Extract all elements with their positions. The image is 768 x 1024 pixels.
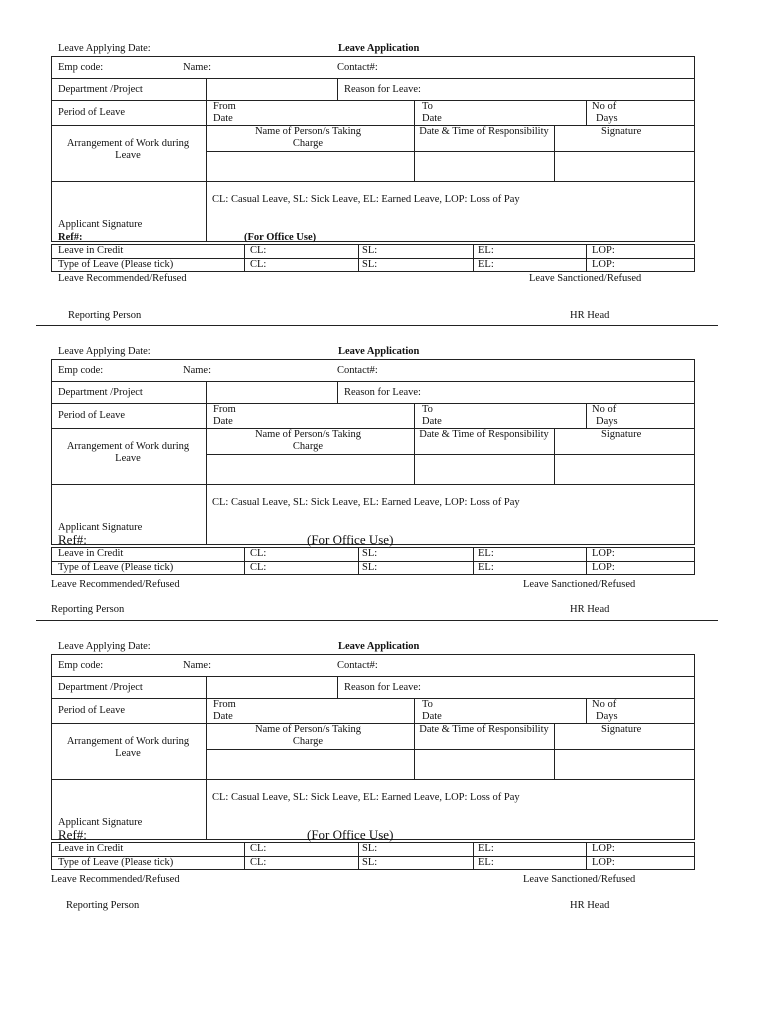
applicant-signature-label: Applicant Signature — [58, 522, 143, 533]
period-label: Period of Leave — [58, 107, 126, 118]
days-label: Days — [596, 113, 618, 124]
reporting-person-label: Reporting Person — [66, 900, 140, 911]
to-date-label: Date — [422, 711, 442, 722]
to-date-label: Date — [422, 113, 442, 124]
form-title: Leave Application — [338, 43, 420, 54]
signature-label: Signature — [601, 429, 642, 440]
col-divider — [414, 698, 415, 779]
row-divider — [51, 428, 695, 429]
from-label: From — [213, 404, 236, 415]
type-of-leave-label: Type of Leave (Please tick) — [58, 562, 174, 573]
arrangement-label: Arrangement of Work during Leave — [66, 736, 190, 759]
col-divider — [473, 842, 474, 870]
type-of-leave-label: Type of Leave (Please tick) — [58, 857, 174, 868]
row-divider — [51, 676, 695, 677]
reporting-person-label: Reporting Person — [68, 310, 142, 321]
col-divider — [337, 676, 338, 698]
reason-label: Reason for Leave: — [344, 682, 421, 693]
credit-el-label: EL: — [478, 548, 494, 559]
col-divider — [473, 547, 474, 575]
to-label: To — [422, 404, 433, 415]
type-el-label: EL: — [478, 562, 494, 573]
leave-in-credit-label: Leave in Credit — [58, 548, 124, 559]
hr-head-label: HR Head — [570, 900, 610, 911]
col-divider — [586, 100, 587, 125]
form-separator — [36, 325, 718, 326]
col-divider — [244, 547, 245, 575]
leave-in-credit-label: Leave in Credit — [58, 245, 124, 256]
days-label: Days — [596, 416, 618, 427]
sanctioned-label: Leave Sanctioned/Refused — [523, 874, 636, 885]
type-lop-label: LOP: — [592, 562, 615, 573]
col-divider — [244, 842, 245, 870]
ref-label: Ref#: — [58, 827, 87, 842]
date-time-label: Date & Time of Responsibility — [419, 429, 549, 440]
leave-applying-date-label: Leave Applying Date: — [58, 43, 151, 54]
type-sl-label: SL: — [362, 259, 378, 270]
type-el-label: EL: — [478, 259, 494, 270]
contact-label: Contact#: — [337, 365, 378, 376]
type-el-label: EL: — [478, 857, 494, 868]
applicant-signature-label: Applicant Signature — [58, 817, 143, 828]
name-label: Name: — [183, 365, 211, 376]
name-of-person-label: Name of Person/s Taking Charge — [254, 126, 362, 149]
credit-lop-label: LOP: — [592, 843, 615, 854]
reporting-person-label: Reporting Person — [51, 604, 125, 615]
applicant-signature-label: Applicant Signature — [58, 219, 143, 230]
no-of-label: No of — [592, 699, 617, 710]
credit-sl-label: SL: — [362, 245, 378, 256]
leave-legend: CL: Casual Leave, SL: Sick Leave, EL: Earned Leave, LOP: Loss of Pay — [212, 194, 520, 205]
emp-code-label: Emp code: — [58, 365, 104, 376]
from-date-label: Date — [213, 113, 233, 124]
row-divider — [51, 78, 695, 79]
period-label: Period of Leave — [58, 705, 126, 716]
from-date-label: Date — [213, 711, 233, 722]
leave-legend: CL: Casual Leave, SL: Sick Leave, EL: Earned Leave, LOP: Loss of Pay — [212, 497, 520, 508]
col-divider — [206, 676, 207, 840]
credit-el-label: EL: — [478, 843, 494, 854]
credit-sl-label: SL: — [362, 843, 378, 854]
row-divider — [51, 381, 695, 382]
from-label: From — [213, 699, 236, 710]
col-divider — [358, 547, 359, 575]
name-label: Name: — [183, 660, 211, 671]
name-of-person-label: Name of Person/s Taking Charge — [254, 724, 362, 747]
type-cl-label: CL: — [250, 562, 267, 573]
no-of-label: No of — [592, 404, 617, 415]
to-date-label: Date — [422, 416, 442, 427]
row-divider — [51, 723, 695, 724]
from-date-label: Date — [213, 416, 233, 427]
ref-label: Ref#: — [58, 532, 87, 547]
row-divider — [51, 484, 695, 485]
to-label: To — [422, 699, 433, 710]
col-divider — [586, 698, 587, 723]
contact-label: Contact#: — [337, 62, 378, 73]
emp-code-label: Emp code: — [58, 62, 104, 73]
col-divider — [337, 78, 338, 100]
col-divider — [206, 78, 207, 242]
type-of-leave-label: Type of Leave (Please tick) — [58, 259, 174, 270]
credit-lop-label: LOP: — [592, 548, 615, 559]
leave-application-form — [0, 0, 768, 321]
sanctioned-label: Leave Sanctioned/Refused — [523, 579, 636, 590]
reason-label: Reason for Leave: — [344, 84, 421, 95]
recommended-label: Leave Recommended/Refused — [51, 579, 180, 590]
row-divider — [51, 181, 695, 182]
form-title: Leave Application — [338, 641, 420, 652]
col-divider — [358, 244, 359, 272]
type-sl-label: SL: — [362, 562, 378, 573]
row-divider — [206, 151, 695, 152]
credit-cl-label: CL: — [250, 548, 267, 559]
signature-label: Signature — [601, 724, 642, 735]
signature-label: Signature — [601, 126, 642, 137]
leave-legend: CL: Casual Leave, SL: Sick Leave, EL: Earned Leave, LOP: Loss of Pay — [212, 792, 520, 803]
form-title: Leave Application — [338, 346, 420, 357]
col-divider — [586, 547, 587, 575]
recommended-label: Leave Recommended/Refused — [58, 273, 187, 284]
col-divider — [244, 244, 245, 272]
col-divider — [414, 100, 415, 181]
col-divider — [337, 381, 338, 403]
col-divider — [358, 842, 359, 870]
ref-label: Ref#: — [58, 232, 83, 243]
row-divider — [51, 779, 695, 780]
col-divider — [554, 428, 555, 484]
hr-head-label: HR Head — [570, 604, 610, 615]
type-sl-label: SL: — [362, 857, 378, 868]
leave-applying-date-label: Leave Applying Date: — [58, 346, 151, 357]
leave-in-credit-label: Leave in Credit — [58, 843, 124, 854]
days-label: Days — [596, 711, 618, 722]
reason-label: Reason for Leave: — [344, 387, 421, 398]
emp-code-label: Emp code: — [58, 660, 104, 671]
leave-applying-date-label: Leave Applying Date: — [58, 641, 151, 652]
col-divider — [554, 125, 555, 181]
row-divider — [206, 749, 695, 750]
department-label: Department /Project — [58, 84, 143, 95]
to-label: To — [422, 101, 433, 112]
form-separator — [36, 620, 718, 621]
arrangement-label: Arrangement of Work during Leave — [66, 138, 190, 161]
contact-label: Contact#: — [337, 660, 378, 671]
leave-application-form — [0, 598, 768, 911]
period-label: Period of Leave — [58, 410, 126, 421]
col-divider — [414, 403, 415, 484]
credit-cl-label: CL: — [250, 843, 267, 854]
department-label: Department /Project — [58, 387, 143, 398]
type-lop-label: LOP: — [592, 857, 615, 868]
credit-cl-label: CL: — [250, 245, 267, 256]
no-of-label: No of — [592, 101, 617, 112]
col-divider — [206, 381, 207, 545]
date-time-label: Date & Time of Responsibility — [419, 126, 549, 137]
name-label: Name: — [183, 62, 211, 73]
col-divider — [586, 403, 587, 428]
hr-head-label: HR Head — [570, 310, 610, 321]
arrangement-label: Arrangement of Work during Leave — [66, 441, 190, 464]
row-divider — [206, 454, 695, 455]
office-use-label: (For Office Use) — [307, 827, 394, 842]
leave-application-form — [0, 303, 768, 615]
credit-el-label: EL: — [478, 245, 494, 256]
recommended-label: Leave Recommended/Refused — [51, 874, 180, 885]
type-cl-label: CL: — [250, 857, 267, 868]
col-divider — [554, 723, 555, 779]
type-cl-label: CL: — [250, 259, 267, 270]
col-divider — [586, 842, 587, 870]
type-lop-label: LOP: — [592, 259, 615, 270]
name-of-person-label: Name of Person/s Taking Charge — [254, 429, 362, 452]
row-divider — [51, 125, 695, 126]
office-use-label: (For Office Use) — [244, 232, 317, 243]
office-use-label: (For Office Use) — [307, 532, 394, 547]
sanctioned-label: Leave Sanctioned/Refused — [529, 273, 642, 284]
col-divider — [473, 244, 474, 272]
credit-lop-label: LOP: — [592, 245, 615, 256]
date-time-label: Date & Time of Responsibility — [419, 724, 549, 735]
from-label: From — [213, 101, 236, 112]
department-label: Department /Project — [58, 682, 143, 693]
col-divider — [586, 244, 587, 272]
credit-sl-label: SL: — [362, 548, 378, 559]
